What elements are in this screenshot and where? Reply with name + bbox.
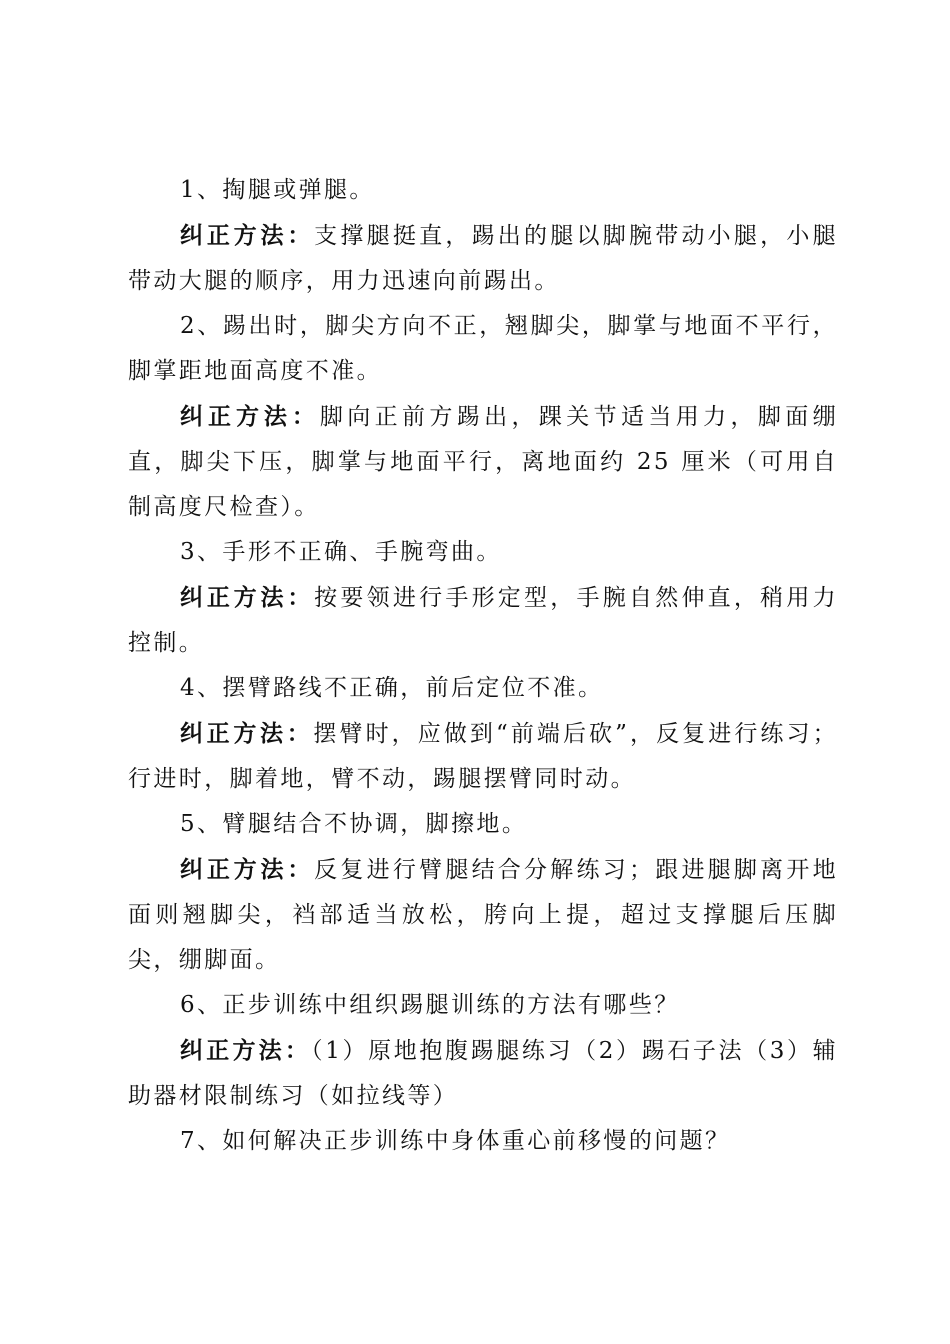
correction-label: 纠正方法： [180,856,315,883]
question-item-5: 5、臂腿结合不协调，脚擦地。 [180,811,528,837]
question-item-3: 3、手形不正确、手腕弯曲。 [180,539,502,565]
correction-label: 纠正方法： [180,1037,312,1064]
correction-method-2: 纠正方法：脚向正前方踢出，踝关节适当用力，脚面绷直，脚尖下压，脚掌与地面平行，离地面约 25 厘米（可用自制高度尺检查）。 [128,403,838,520]
document-body [128,168,838,1164]
correction-method-6: 纠正方法：（1）原地抱腹踢腿练习（2）踢石子法（3）辅助器材限制练习（如拉线等） [128,1037,839,1109]
correction-label: 纠正方法： [180,584,315,611]
question-item-7: 7、如何解决正步训练中身体重心前移慢的问题？ [180,1128,731,1154]
correction-label: 纠正方法： [180,222,315,249]
correction-method-4: 纠正方法：摆臂时，应做到“前端后砍”，反复进行练习；行进时，脚着地，臂不动，踢腿摆臂同时动。 [128,720,839,792]
question-item-2: 2、踢出时，脚尖方向不正，翘脚尖，脚掌与地面不平行，脚掌距地面高度不准。 [128,313,838,384]
correction-label: 纠正方法： [180,403,320,430]
question-item-6: 6、正步训练中组织踢腿训练的方法有哪些？ [180,992,680,1018]
question-item-4: 4、摆臂路线不正确，前后定位不准。 [180,675,604,701]
correction-method-3: 纠正方法：按要领进行手形定型，手腕自然伸直，稍用力控制。 [128,584,839,656]
correction-method-1: 纠正方法：支撑腿挺直，踢出的腿以脚腕带动小腿，小腿带动大腿的顺序，用力迅速向前踢出。 [128,222,839,294]
question-item-1: 1、掏腿或弹腿。 [180,177,375,203]
correction-method-5: 纠正方法：反复进行臂腿结合分解练习；跟进腿脚离开地面则翘脚尖，裆部适当放松，胯向上提，超过支撑腿后压脚尖，绷脚面。 [128,856,839,973]
correction-label: 纠正方法： [180,720,314,747]
